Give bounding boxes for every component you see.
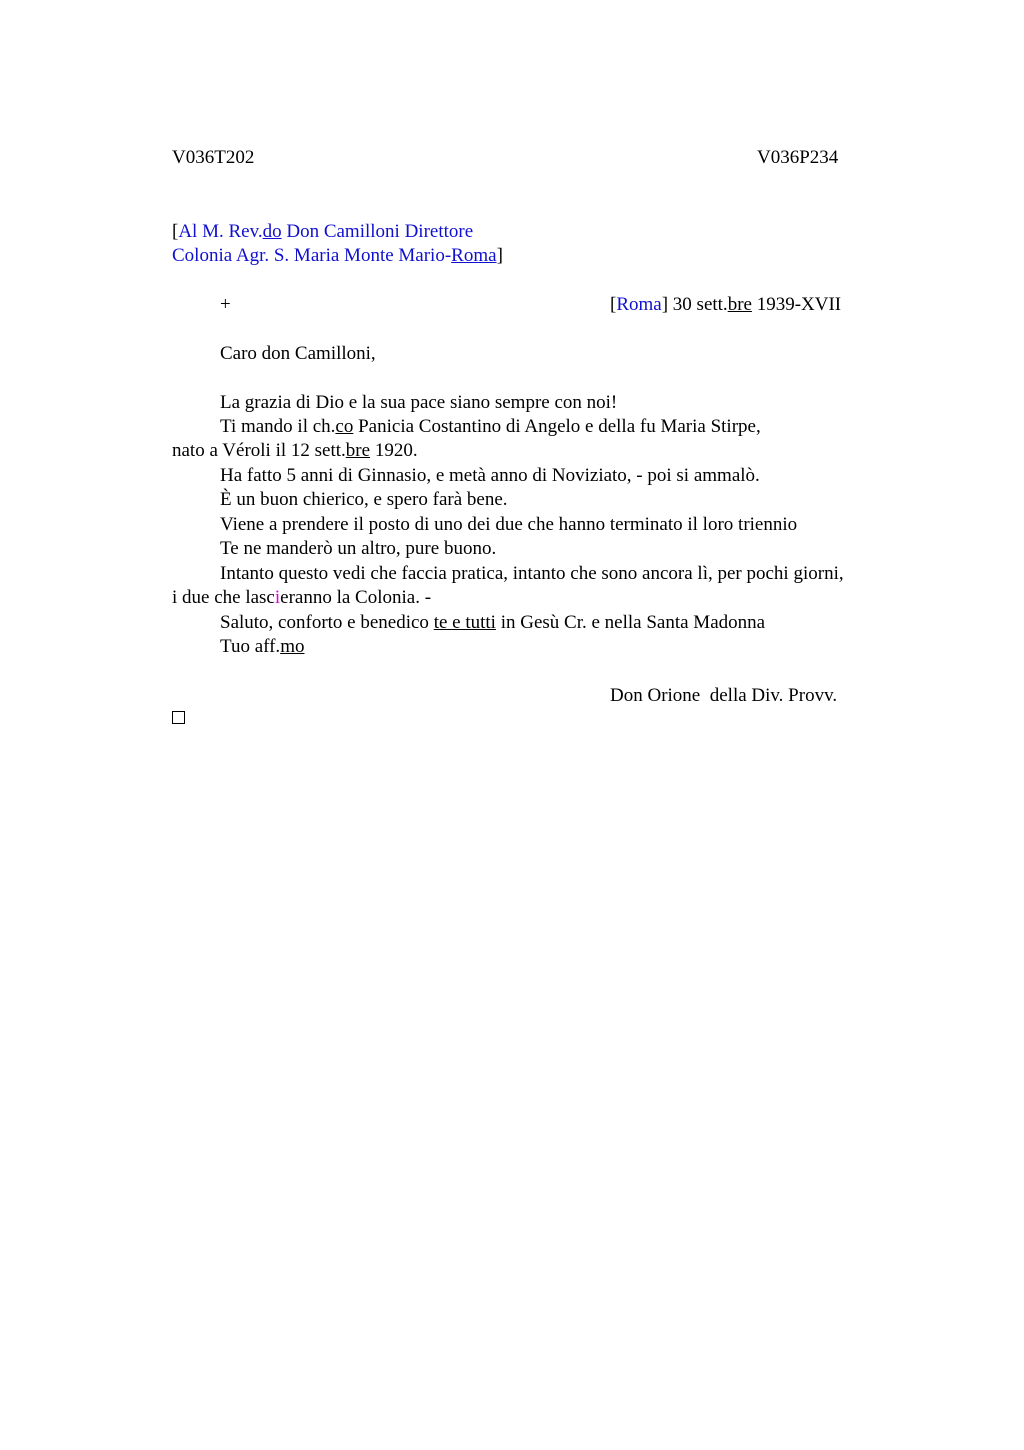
body-line-8: Intanto questo vedi che faccia pratica, intanto che sono ancora lì, per pochi giorni, — [220, 563, 844, 584]
dateline-open-bracket: [ — [610, 294, 617, 315]
greeting: Caro don Camilloni, — [220, 343, 376, 364]
address-city: Roma — [451, 245, 497, 266]
address-close-bracket: ] — [496, 245, 503, 266]
body-line-3-abbrev: bre — [345, 440, 371, 461]
body-line-11 — [220, 635, 304, 659]
body-line-3-c: 1920. — [370, 440, 418, 461]
body-line-9-c: eranno la Colonia. - — [280, 587, 432, 608]
body-line-2-abbrev: co — [335, 416, 354, 437]
document-code-right: V036P234 — [757, 147, 839, 168]
body-line-11-a: Tuo aff. — [220, 636, 281, 657]
body-line-2-a: Ti mando il ch. — [220, 416, 336, 437]
body-line-9-a: i due che lasc — [172, 587, 275, 608]
body-line-3 — [172, 439, 418, 463]
body-line-2-c: Panicia Costantino di Angelo e della fu Maria Stirpe, — [353, 416, 761, 437]
body-line-7: Te ne manderò un altro, pure buono. — [220, 538, 497, 559]
dateline-date-a: ] 30 sett. — [661, 294, 728, 315]
body-line-9-highlight: i — [274, 587, 281, 608]
body-line-4: Ha fatto 5 anni di Ginnasio, e metà anno di Noviziato, - poi si ammalò. — [220, 465, 760, 486]
address-place: Colonia Agr. S. Maria Monte Mario- — [172, 245, 452, 266]
body-line-6: Viene a prendere il posto di uno dei due che hanno terminato il loro triennio — [220, 514, 798, 535]
body-line-2 — [220, 415, 761, 439]
address-recipient-title: Al M. Rev. — [178, 221, 263, 242]
body-line-11-abbrev: mo — [280, 636, 305, 657]
body-line-3-a: nato a Véroli il 12 sett. — [172, 440, 346, 461]
body-line-10-a: Saluto, conforto e benedico — [220, 612, 434, 633]
address-open-bracket: [ — [172, 221, 179, 242]
body-line-9 — [172, 586, 431, 610]
dateline — [610, 293, 841, 317]
cross-mark: + — [220, 294, 231, 315]
body-line-5: È un buon chierico, e spero farà bene. — [220, 489, 508, 510]
body-line-1: La grazia di Dio e la sua pace siano sempre con noi! — [220, 392, 618, 413]
dateline-place: Roma — [616, 294, 662, 315]
address-line-2 — [172, 244, 503, 268]
dateline-date-abbrev: bre — [727, 294, 752, 315]
body-line-10-underlined: te e tutti — [433, 612, 496, 633]
document-code-left: V036T202 — [172, 147, 255, 168]
address-line-1 — [172, 220, 473, 244]
checkbox-square-icon — [172, 711, 185, 724]
body-line-10-c: in Gesù Cr. e nella Santa Madonna — [495, 612, 766, 633]
dateline-date-year: 1939-XVII — [751, 294, 842, 315]
address-abbrev-superscript: do — [262, 221, 282, 242]
address-recipient-name: Don Camilloni Direttore — [281, 221, 474, 242]
body-line-10 — [220, 611, 765, 635]
signature: Don Orione della Div. Provv. — [610, 685, 838, 706]
